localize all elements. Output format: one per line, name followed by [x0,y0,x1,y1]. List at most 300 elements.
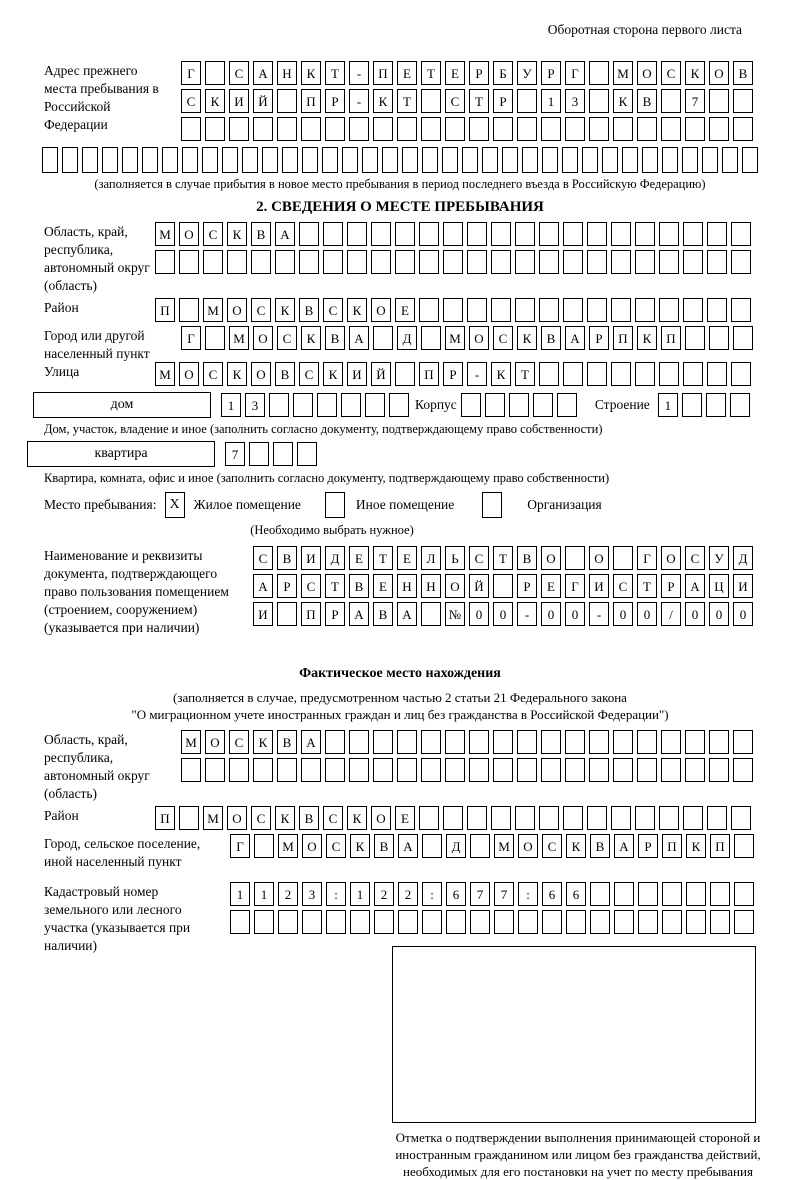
form-cell-filled: И [347,362,367,386]
form-cell-empty [323,222,343,246]
form-cell-filled: Ц [709,574,729,598]
apartment-cells [225,442,321,466]
form-cell-filled: 1 [350,882,370,906]
form-cell-filled: О [227,298,247,322]
form-cell-empty [491,250,511,274]
form-cell-filled: В [275,362,295,386]
form-cell-filled: Р [277,574,297,598]
form-cell-empty [422,910,442,934]
form-cell-empty [299,250,319,274]
form-cell-empty [683,250,703,274]
form-cell-filled: Т [469,89,489,113]
form-cell-filled: С [251,298,271,322]
stay-type-note: (Необходимо выбрать нужное) [250,523,414,537]
form-cell-empty [326,910,346,934]
form-cell-filled: Т [325,574,345,598]
form-cell-filled: Р [661,574,681,598]
form-cell-empty [443,298,463,322]
form-cell-empty [731,806,751,830]
form-cell-empty [373,326,393,350]
form-cell-filled: П [155,806,175,830]
form-cell-filled: В [373,602,393,626]
form-cell-empty [445,758,465,782]
form-cell-filled: : [326,882,346,906]
form-cell-empty [443,250,463,274]
form-cell-filled: 6 [542,882,562,906]
form-cell-filled: Б [493,61,513,85]
form-cell-empty [445,730,465,754]
form-cell-empty [659,298,679,322]
form-cell-empty [382,147,398,173]
form-cell-filled: 7 [494,882,514,906]
form-cell-filled: А [253,61,273,85]
form-cell-empty [731,298,751,322]
form-cell-filled: - [589,602,609,626]
form-cell-empty [317,393,337,417]
form-cell-empty [642,147,658,173]
form-cell-filled: А [275,222,295,246]
form-cell-empty [325,117,345,141]
form-cell-filled: Р [325,89,345,113]
form-cell-empty [422,147,438,173]
form-cell-empty [467,222,487,246]
form-cell-empty [613,758,633,782]
form-cell-filled: С [493,326,513,350]
form-cell-empty [734,834,754,858]
form-cell-empty [202,147,218,173]
form-cell-filled: В [325,326,345,350]
form-cell-empty [587,222,607,246]
form-cell-empty [637,758,657,782]
region-group [0,222,800,298]
form-cell-empty [707,250,727,274]
form-cell-filled: А [685,574,705,598]
form-cell-filled: М [278,834,298,858]
form-cell-filled: А [565,326,585,350]
form-cell-empty [493,758,513,782]
form-cell-empty [230,910,250,934]
form-cell-empty [542,147,558,173]
page-header-note: Оборотная сторона первого листа [547,22,742,37]
form-cell-empty [662,882,682,906]
form-cell-empty [181,117,201,141]
form-cell-empty [222,147,238,173]
form-cell-filled: Т [373,546,393,570]
form-cell-empty [686,910,706,934]
form-cell-empty [445,117,465,141]
form-cell-empty [262,147,278,173]
form-cell-empty [419,298,439,322]
form-cell-filled: О [371,298,391,322]
form-cell-filled: К [347,806,367,830]
form-cell-empty [731,250,751,274]
form-cell-filled: С [229,730,249,754]
form-cell-empty [602,147,618,173]
form-cell-empty [421,758,441,782]
city-row [181,326,800,350]
form-cell-filled: К [275,298,295,322]
form-cell-filled: / [661,602,681,626]
form-cell-filled: К [685,61,705,85]
document-row-1 [253,546,800,570]
form-cell-empty [517,758,537,782]
form-cell-empty [731,362,751,386]
form-cell-filled: Е [395,806,415,830]
form-cell-filled: М [155,362,175,386]
form-cell-filled: С [326,834,346,858]
form-cell-empty [421,326,441,350]
form-cell-empty [686,882,706,906]
form-cell-filled: В [251,222,271,246]
form-cell-filled: А [614,834,634,858]
form-cell-empty [502,147,518,173]
form-cell-empty [707,806,727,830]
form-cell-empty [253,758,273,782]
form-cell-filled: М [203,298,223,322]
cadastral-label: Кадастровый номер земельного или лесного участка (указывается при наличии) [44,884,191,953]
form-cell-empty [709,326,729,350]
form-cell-filled: О [589,546,609,570]
form-cell-filled: А [301,730,321,754]
form-cell-empty [373,117,393,141]
form-cell-empty [421,89,441,113]
form-cell-empty [709,730,729,754]
form-cell-empty [373,730,393,754]
form-cell-empty [659,362,679,386]
stroenie-cells [658,393,754,417]
form-cell-empty [710,910,730,934]
form-cell-empty [179,806,199,830]
form-cell-filled: С [661,61,681,85]
form-cell-empty [589,61,609,85]
form-cell-empty [685,730,705,754]
form-cell-filled: С [445,89,465,113]
form-cell-empty [349,730,369,754]
street-group [0,362,800,390]
form-cell-filled: К [275,806,295,830]
form-cell-empty [637,730,657,754]
form-cell-empty [397,730,417,754]
form-cell-empty [467,806,487,830]
form-cell-filled: П [373,61,393,85]
form-cell-empty [421,117,441,141]
form-cell-filled: 0 [565,602,585,626]
form-cell-filled: 7 [225,442,245,466]
form-cell-empty [637,117,657,141]
form-cell-empty [613,117,633,141]
form-cell-empty [517,89,537,113]
apartment-box: квартира [27,441,215,467]
form-cell-filled: С [613,574,633,598]
form-cell-filled: 0 [733,602,753,626]
form-cell-empty [659,806,679,830]
form-cell-empty [522,147,538,173]
form-cell-empty [539,250,559,274]
form-cell-empty [278,910,298,934]
form-cell-empty [611,806,631,830]
form-cell-empty [242,147,258,173]
form-cell-empty [470,910,490,934]
form-cell-filled: М [181,730,201,754]
form-cell-empty [582,147,598,173]
document-label: Наименование и реквизиты документа, подтверждающего право пользования помещением (строением, сооружением) (указывается при наличии) [44,548,229,635]
form-cell-filled: К [566,834,586,858]
form-cell-filled: О [227,806,247,830]
option-other-premises-label: Иное помещение [355,497,455,512]
form-cell-empty [493,117,513,141]
form-cell-empty [253,117,273,141]
actual-city-group [0,834,800,876]
form-cell-filled: Д [397,326,417,350]
form-cell-filled: К [227,362,247,386]
house-cells [221,393,413,417]
form-cell-empty [683,298,703,322]
form-cell-empty [373,758,393,782]
form-cell-empty [611,362,631,386]
form-cell-filled: А [349,326,369,350]
form-cell-filled: 0 [637,602,657,626]
form-cell-empty [162,147,178,173]
form-cell-empty [349,117,369,141]
form-cell-filled: В [374,834,394,858]
form-cell-filled: Ь [445,546,465,570]
form-cell-empty [611,250,631,274]
korpus-cells [461,393,581,417]
form-cell-empty [707,298,727,322]
city-group [0,326,800,362]
form-cell-empty [485,393,505,417]
form-cell-empty [461,393,481,417]
form-cell-filled: М [229,326,249,350]
form-cell-filled: 1 [658,393,678,417]
form-cell-filled: М [445,326,465,350]
form-cell-filled: К [253,730,273,754]
form-cell-empty [685,758,705,782]
form-cell-filled: В [517,546,537,570]
region-label: Область, край, республика, автономный округ (область) [44,224,150,293]
form-cell-filled: О [709,61,729,85]
form-cell-empty [470,834,490,858]
form-cell-filled: Й [469,574,489,598]
form-cell-empty [613,546,633,570]
form-cell-filled: Н [421,574,441,598]
actual-district-label: Район [44,808,79,823]
form-cell-empty [733,117,753,141]
form-cell-filled: У [517,61,537,85]
form-cell-filled: 0 [685,602,705,626]
form-cell-empty [323,250,343,274]
form-cell-filled: К [637,326,657,350]
checkbox-other-premises [325,492,345,518]
form-cell-filled: Л [421,546,441,570]
form-cell-empty [539,298,559,322]
form-cell-filled: 1 [541,89,561,113]
form-cell-empty [122,147,138,173]
prev-address-row-2 [181,89,800,113]
form-cell-filled: 1 [221,393,241,417]
form-cell-empty [395,362,415,386]
form-cell-empty [587,250,607,274]
actual-region-label: Область, край, республика, автономный округ (область) [44,732,150,801]
form-cell-empty [563,806,583,830]
form-cell-empty [482,147,498,173]
checkbox-residential: X [165,492,185,518]
option-organization-label: Организация [527,497,602,512]
form-cell-filled: О [541,546,561,570]
form-cell-empty [611,298,631,322]
form-cell-filled: 7 [470,882,490,906]
form-cell-empty [322,147,338,173]
form-cell-filled: К [323,362,343,386]
form-cell-filled: М [613,61,633,85]
form-cell-empty [254,834,274,858]
city-label: Город или другой населенный пункт [44,328,150,361]
form-cell-empty [509,393,529,417]
form-cell-empty [589,89,609,113]
form-cell-filled: О [253,326,273,350]
form-cell-filled: С [542,834,562,858]
form-cell-empty [565,117,585,141]
form-cell-filled: О [371,806,391,830]
form-cell-empty [421,602,441,626]
form-cell-empty [494,910,514,934]
form-cell-filled: Р [443,362,463,386]
form-cell-filled: Г [230,834,250,858]
form-cell-filled: А [398,834,418,858]
form-cell-filled: Р [638,834,658,858]
form-cell-empty [277,117,297,141]
form-cell-empty [742,147,758,173]
form-cell-empty [282,147,298,173]
prev-address-row-3 [181,117,800,141]
form-cell-filled: В [541,326,561,350]
form-cell-empty [325,730,345,754]
form-cell-filled: 0 [709,602,729,626]
actual-district-group [0,806,800,834]
form-cell-filled: И [301,546,321,570]
form-cell-empty [709,758,729,782]
form-cell-empty [707,222,727,246]
form-cell-filled: О [661,546,681,570]
form-cell-filled: 6 [566,882,586,906]
form-cell-empty [397,117,417,141]
form-cell-filled: К [613,89,633,113]
form-cell-empty [493,574,513,598]
form-cell-empty [682,147,698,173]
form-cell-empty [277,602,297,626]
form-cell-filled: Е [541,574,561,598]
form-cell-empty [467,298,487,322]
form-cell-filled: И [589,574,609,598]
form-cell-empty [275,250,295,274]
form-cell-empty [565,730,585,754]
form-cell-empty [563,250,583,274]
form-cell-empty [542,910,562,934]
form-cell-filled: В [637,89,657,113]
form-cell-filled: Р [493,89,513,113]
form-cell-empty [734,910,754,934]
form-cell-filled: Е [397,546,417,570]
form-cell-empty [515,222,535,246]
form-cell-filled: - [349,61,369,85]
form-cell-empty [491,222,511,246]
form-cell-filled: И [229,89,249,113]
form-cell-filled: Н [277,61,297,85]
form-cell-empty [659,222,679,246]
form-cell-empty [733,758,753,782]
form-cell-empty [635,806,655,830]
form-cell-filled: Г [181,61,201,85]
form-cell-empty [707,362,727,386]
form-cell-filled: П [662,834,682,858]
form-cell-empty [350,910,370,934]
form-cell-filled: Е [445,61,465,85]
cadastral-group [0,882,800,953]
form-cell-empty [661,730,681,754]
form-cell-empty [557,393,577,417]
form-cell-empty [371,222,391,246]
form-cell-filled: К [686,834,706,858]
form-cell-empty [662,910,682,934]
district-label: Район [44,300,79,315]
form-cell-empty [442,147,458,173]
form-cell-filled: К [350,834,370,858]
form-cell-empty [539,362,559,386]
form-cell-filled: К [301,326,321,350]
prev-address-row-1 [181,61,800,85]
form-cell-filled: 0 [469,602,489,626]
form-cell-empty [205,117,225,141]
form-cell-empty [683,222,703,246]
form-cell-empty [342,147,358,173]
form-cell-empty [635,298,655,322]
form-cell-empty [229,758,249,782]
form-cell-filled: Р [469,61,489,85]
form-cell-filled: Е [395,298,415,322]
form-cell-filled: В [299,806,319,830]
cadastral-row-2 [230,910,800,934]
house-note: Дом, участок, владение и иное (заполнить согласно документу, подтверждающему право собственности) [44,422,603,436]
form-cell-empty [227,250,247,274]
form-cell-filled: Т [637,574,657,598]
form-cell-empty [374,910,394,934]
form-cell-empty [395,250,415,274]
form-cell-empty [683,362,703,386]
actual-region-row-2 [181,758,800,782]
street-row [155,362,800,386]
form-cell-empty [566,910,586,934]
form-cell-filled: А [397,602,417,626]
region-row-1 [155,222,800,246]
form-cell-filled: Д [446,834,466,858]
form-cell-empty [179,298,199,322]
form-cell-empty [249,442,269,466]
form-cell-empty [661,89,681,113]
form-cell-filled: В [733,61,753,85]
form-cell-empty [142,147,158,173]
checkbox-organization [482,492,502,518]
form-cell-empty [517,117,537,141]
form-cell-filled: О [302,834,322,858]
form-cell-filled: Т [515,362,535,386]
form-cell-empty [563,362,583,386]
form-cell-empty [443,806,463,830]
form-cell-filled: С [251,806,271,830]
form-cell-empty [706,393,726,417]
form-cell-empty [590,910,610,934]
form-cell-filled: О [179,362,199,386]
form-cell-filled: 1 [230,882,250,906]
